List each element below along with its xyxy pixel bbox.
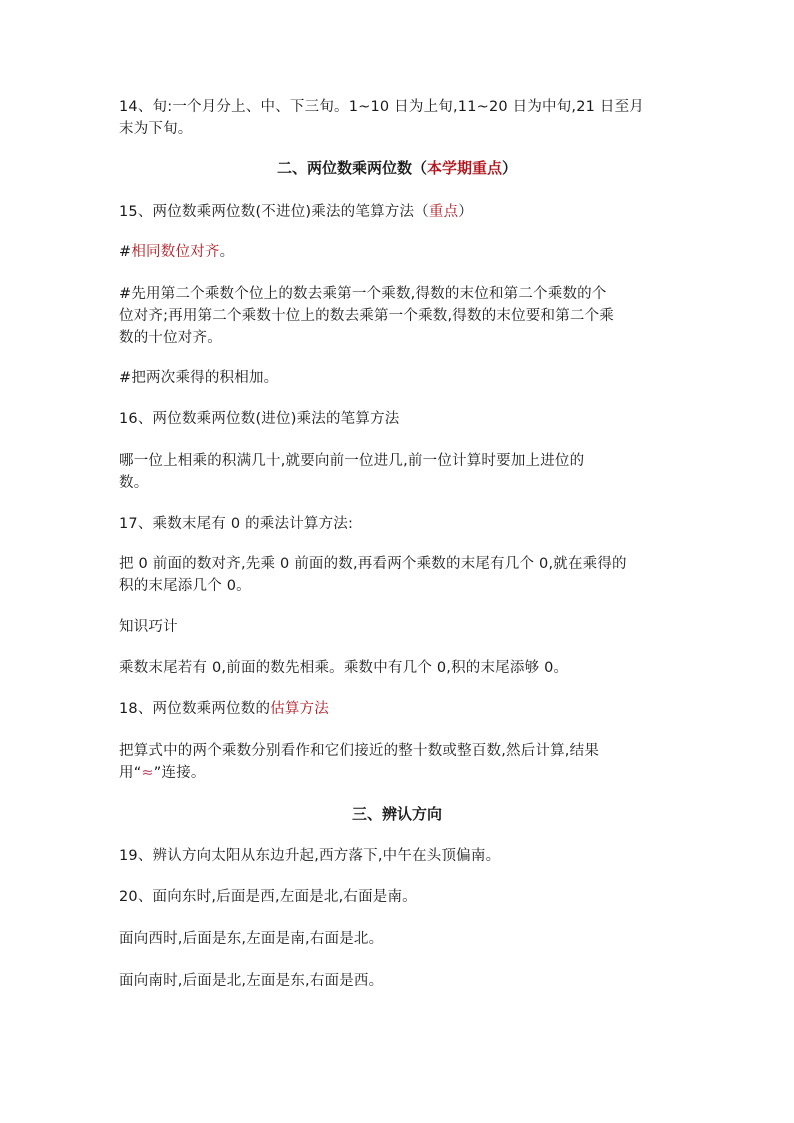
paragraph-16-detail [119, 450, 679, 494]
paragraph-19: 19、辨认方向太阳从东边升起,西方落下,中午在头顶偏南。 [119, 848, 501, 864]
paragraph-14 [119, 96, 679, 140]
paragraph-15-point-1-highlight: 相同数位对齐 [131, 244, 220, 260]
paragraph-15-close: ） [458, 204, 473, 220]
tips-text: 乘数末尾若有 0,前面的数先相乘。乘数中有几个 0,积的末尾添够 0。 [119, 660, 569, 676]
paragraph-15-point-2-line-3: 数的十位对齐。 [119, 330, 222, 346]
paragraph-16-detail-line-2: 数。 [119, 475, 149, 491]
paragraph-17-detail [119, 553, 679, 597]
paragraph-20: 20、面向东时,后面是西,左面是北,右面是南。 [119, 889, 417, 905]
section-heading-two [0, 157, 794, 179]
section-heading-two-close: ） [502, 159, 518, 177]
paragraph-14-line-2: 末为下旬。 [119, 121, 193, 137]
section-heading-two-text: 二、两位数乘两位数（ [276, 159, 427, 177]
paragraph-14-line-1: 14、旬:一个月分上、中、下三旬。1~10 日为上旬,11~20 日为中旬,21 日至月 [119, 99, 645, 115]
paragraph-17-detail-line-2: 积的末尾添几个 0。 [119, 578, 251, 594]
paragraph-18-highlight: 估算方法 [270, 701, 329, 717]
section-heading-two-highlight: 本学期重点 [426, 159, 502, 177]
tips-label: 知识巧计 [119, 619, 178, 635]
paragraph-17: 17、乘数末尾有 0 的乘法计算方法: [119, 516, 354, 532]
paragraph-15-highlight: 重点 [428, 204, 459, 220]
paragraph-20-south: 面向南时,后面是北,左面是东,右面是西。 [119, 973, 384, 989]
paragraph-18-detail-line-2 [119, 762, 679, 784]
quote-close: ”连接。 [153, 765, 206, 781]
paragraph-15-text: 15、两位数乘两位数(不进位)乘法的笔算方法（ [119, 204, 429, 220]
paragraph-15-point-2 [119, 283, 679, 349]
paragraph-16-detail-line-1: 哪一位上相乘的积满几十,就要向前一位进几,前一位计算时要加上进位的 [119, 453, 585, 469]
paragraph-15-point-1 [119, 241, 679, 263]
paragraph-15-point-3: #把两次乘得的积相加。 [119, 370, 279, 386]
paragraph-17-detail-line-1: 把 0 前面的数对齐,先乘 0 前面的数,再看两个乘数的末尾有几个 0,就在乘得的 [119, 556, 627, 572]
section-heading-three: 三、辨认方向 [351, 805, 442, 823]
paragraph-15-point-2-line-2: 位对齐;再用第二个乘数十位上的数去乘第一个乘数,得数的末位要和第二个乘 [119, 308, 614, 324]
paragraph-16: 16、两位数乘两位数(进位)乘法的笔算方法 [119, 411, 400, 427]
paragraph-18-detail [119, 740, 679, 784]
bullet-hash: # [119, 244, 132, 260]
approx-symbol: ≈ [141, 765, 154, 781]
paragraph-18-detail-line-1: 把算式中的两个乘数分别看作和它们接近的整十数或整百数,然后计算,结果 [119, 743, 600, 759]
paragraph-18 [119, 698, 679, 720]
paragraph-18-text: 18、两位数乘两位数的 [119, 701, 271, 717]
paragraph-20-west: 面向西时,后面是东,左面是南,右面是北。 [119, 931, 384, 947]
paragraph-15-point-2-line-1: #先用第二个乘数个位上的数去乘第一个乘数,得数的末位和第二个乘数的个 [119, 286, 607, 302]
paragraph-15-point-1-tail: 。 [219, 244, 235, 260]
quote-open: 用“ [119, 765, 142, 781]
paragraph-15 [119, 201, 679, 223]
